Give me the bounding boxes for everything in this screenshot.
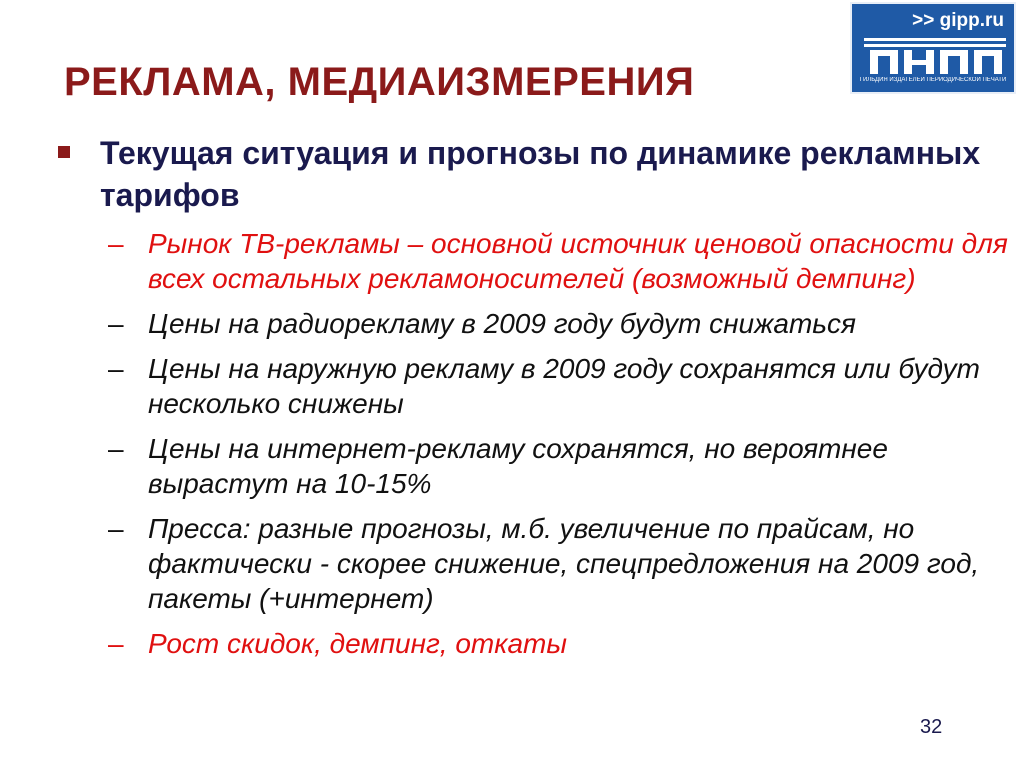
sub-bullet-outdoor [108, 351, 1018, 421]
dash-marker: – [108, 628, 124, 659]
sub-bullet-text: Пресса: разные прогнозы, м.б. увеличение по прайсам, но фактически - скорее снижение, спецпредложения на 2009 год, пакеты (+интернет) [148, 513, 980, 614]
sub-bullet-text: Цены на наружную рекламу в 2009 году сохранятся или будут несколько снижены [148, 353, 980, 419]
gipp-logo[interactable] [850, 2, 1016, 94]
sub-bullet-text: Рост скидок, демпинг, откаты [148, 628, 567, 659]
dash-marker: – [108, 433, 124, 464]
sub-bullet-text: Рынок ТВ-рекламы – основной источник ценовой опасности для всех остальных рекламоносителей (возможный демпинг) [148, 228, 1008, 294]
dash-marker: – [108, 228, 124, 259]
slide-body [58, 132, 1018, 671]
gipp-emblem-icon [864, 38, 1006, 76]
sub-bullet-tv [108, 226, 1018, 296]
dash-marker: – [108, 513, 124, 544]
sub-bullet-discounts [108, 626, 1018, 661]
logo-caption: ГИЛЬДИЯ ИЗДАТЕЛЕЙ ПЕРИОДИЧЕСКОЙ ПЕЧАТИ [859, 77, 1007, 83]
sub-bullet-text: Цены на интернет-рекламу сохранятся, но вероятнее вырастут на 10-15% [148, 433, 888, 499]
main-bullet-text: Текущая ситуация и прогнозы по динамике рекламных тарифов [100, 135, 981, 213]
dash-marker: – [108, 353, 124, 384]
sub-bullet-internet [108, 431, 1018, 501]
sub-bullet-text: Цены на радиорекламу в 2009 году будут снижаться [148, 308, 856, 339]
sub-bullet-radio [108, 306, 1018, 341]
slide-title: РЕКЛАМА, МЕДИАИЗМЕРЕНИЯ [64, 60, 695, 104]
logo-url-text: >> gipp.ru [912, 10, 1004, 31]
main-bullet [58, 132, 1018, 216]
square-bullet-icon [58, 146, 70, 158]
sub-bullet-press [108, 511, 1018, 616]
dash-marker: – [108, 308, 124, 339]
sub-bullet-list [58, 226, 1018, 661]
page-number: 32 [920, 716, 943, 738]
